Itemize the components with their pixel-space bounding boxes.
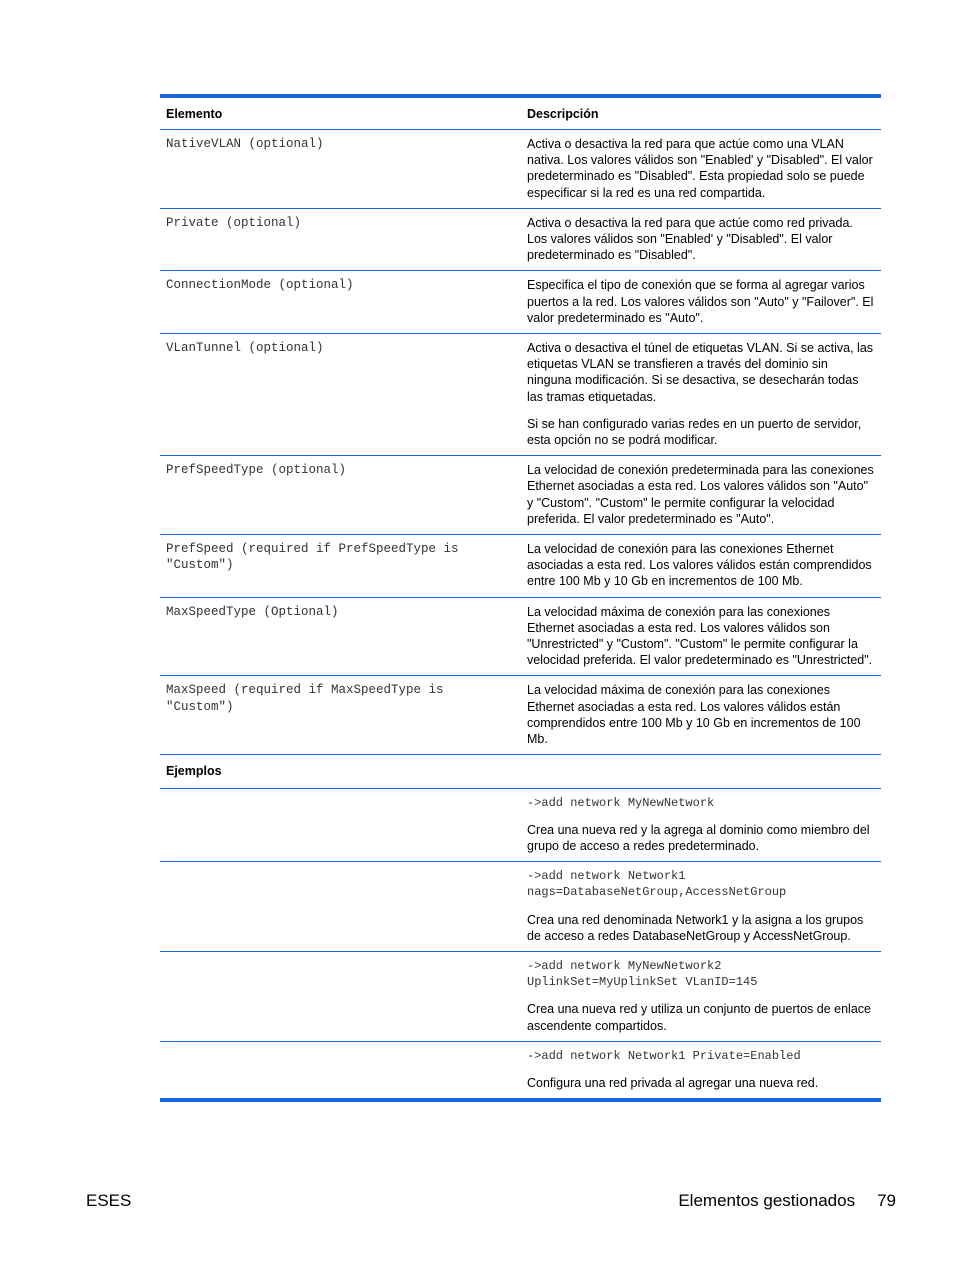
examples-header-empty (521, 755, 881, 788)
element-description (521, 597, 881, 676)
description-paragraph: La velocidad de conexión predeterminada para las conexiones Ethernet asociadas a esta red. Los valores válidos son "Auto" y "Custom". "Custom" le permite configurar la velocidad preferida. El valor predeterminado es "Auto". (527, 463, 874, 526)
element-name: VLanTunnel (optional) (160, 334, 521, 456)
description-paragraph: Especifica el tipo de conexión que se forma al agregar varios puertos a la red. Los valores válidos son "Auto" y "Failover". El valor predeterminado es "Auto". (527, 278, 874, 325)
example-row (160, 1041, 881, 1100)
element-name: MaxSpeedType (Optional) (160, 597, 521, 676)
element-description (521, 208, 881, 271)
example-empty-cell (160, 951, 521, 1041)
element-description (521, 676, 881, 755)
description-paragraph: La velocidad máxima de conexión para las conexiones Ethernet asociadas a esta red. Los valores válidos están comprendidos entre 100 Mb y 10 Gb en incrementos de 100 Mb. (527, 683, 861, 747)
example-row (160, 862, 881, 952)
example-empty-cell (160, 1041, 521, 1100)
description-paragraph: Activa o desactiva el túnel de etiquetas VLAN. Si se activa, las etiquetas VLAN se transfieren a través del dominio sin ninguna modificación. Si se desactiva, se desecharán todas las tramas etiquetadas. (527, 341, 874, 404)
example-cell (521, 788, 881, 862)
description-paragraph: La velocidad máxima de conexión para las conexiones Ethernet asociadas a esta red. Los valores válidos son "Unrestricted" y "Custom". "Custom" le permite configurar la velocidad preferida. El valor predeterminado es "Unrestricted". (527, 604, 873, 668)
example-cell (521, 951, 881, 1041)
element-description (521, 535, 881, 598)
table-row (160, 535, 881, 598)
table-row (160, 208, 881, 271)
element-name: ConnectionMode (optional) (160, 271, 521, 334)
table-body (160, 130, 881, 1101)
footer-page-info (678, 1191, 896, 1211)
header-elemento: Elemento (160, 96, 521, 130)
element-name: NativeVLAN (optional) (160, 130, 521, 209)
element-name: Private (optional) (160, 208, 521, 271)
footer-locale: ESES (86, 1191, 132, 1210)
example-command: ->add network Network1 Private=Enabled (527, 1048, 801, 1063)
description-paragraph: Activa o desactiva la red para que actúe como una VLAN nativa. Los valores válidos son "Enabled' y "Disabled". El valor predeterminado es "Disabled". Esta propiedad solo se puede especificar si la red es una red compartida. (527, 137, 873, 200)
example-description: Configura una red privada al agregar una nueva red. (527, 1075, 819, 1090)
table-row (160, 130, 881, 209)
header-descripcion: Descripción (521, 96, 881, 130)
element-name: MaxSpeed (required if MaxSpeedType is "Custom") (160, 676, 521, 755)
example-command: ->add network MyNewNetwork (527, 795, 715, 810)
properties-table (160, 94, 881, 1102)
table-row (160, 597, 881, 676)
element-description (521, 130, 881, 209)
table-header-row (160, 96, 881, 130)
description-paragraph: La velocidad de conexión para las conexiones Ethernet asociadas a esta red. Los valores válidos están comprendidos entre 100 Mb y 10 Gb en incrementos de 100 Mb. (527, 542, 872, 589)
example-description: Crea una nueva red y la agrega al dominio como miembro del grupo de acceso a redes predeterminado. (527, 822, 870, 853)
element-description (521, 334, 881, 456)
example-cell (521, 862, 881, 952)
examples-label: Ejemplos (160, 755, 521, 788)
table-row (160, 676, 881, 755)
example-command: ->add network MyNewNetwork2 UplinkSet=MyUplinkSet VLanID=145 (527, 958, 758, 990)
element-name: PrefSpeedType (optional) (160, 456, 521, 535)
example-empty-cell (160, 788, 521, 862)
footer-page-number: 79 (877, 1191, 896, 1210)
example-description: Crea una nueva red y utiliza un conjunto de puertos de enlace ascendente compartidos. (527, 1002, 871, 1033)
table-row (160, 456, 881, 535)
examples-header-row (160, 755, 881, 788)
example-command: ->add network Network1 nags=DatabaseNetGroup,AccessNetGroup (527, 869, 787, 900)
table-row (160, 271, 881, 334)
example-cell (521, 1041, 881, 1100)
example-description: Crea una red denominada Network1 y la asigna a los grupos de acceso a redes DatabaseNetGroup y AccessNetGroup. (527, 912, 864, 943)
element-description (521, 271, 881, 334)
element-name: PrefSpeed (required if PrefSpeedType is "Custom") (160, 535, 521, 598)
example-row (160, 951, 881, 1041)
example-empty-cell (160, 862, 521, 952)
element-description (521, 456, 881, 535)
description-paragraph: Activa o desactiva la red para que actúe como red privada. Los valores válidos son "Enabled' y "Disabled". El valor predeterminado es "Disabled". (527, 215, 853, 263)
example-row (160, 788, 881, 862)
table-row (160, 334, 881, 456)
description-paragraph: Si se han configurado varias redes en un puerto de servidor, esta opción no se podrá modificar. (527, 416, 862, 448)
footer-section-title: Elementos gestionados (678, 1191, 856, 1210)
